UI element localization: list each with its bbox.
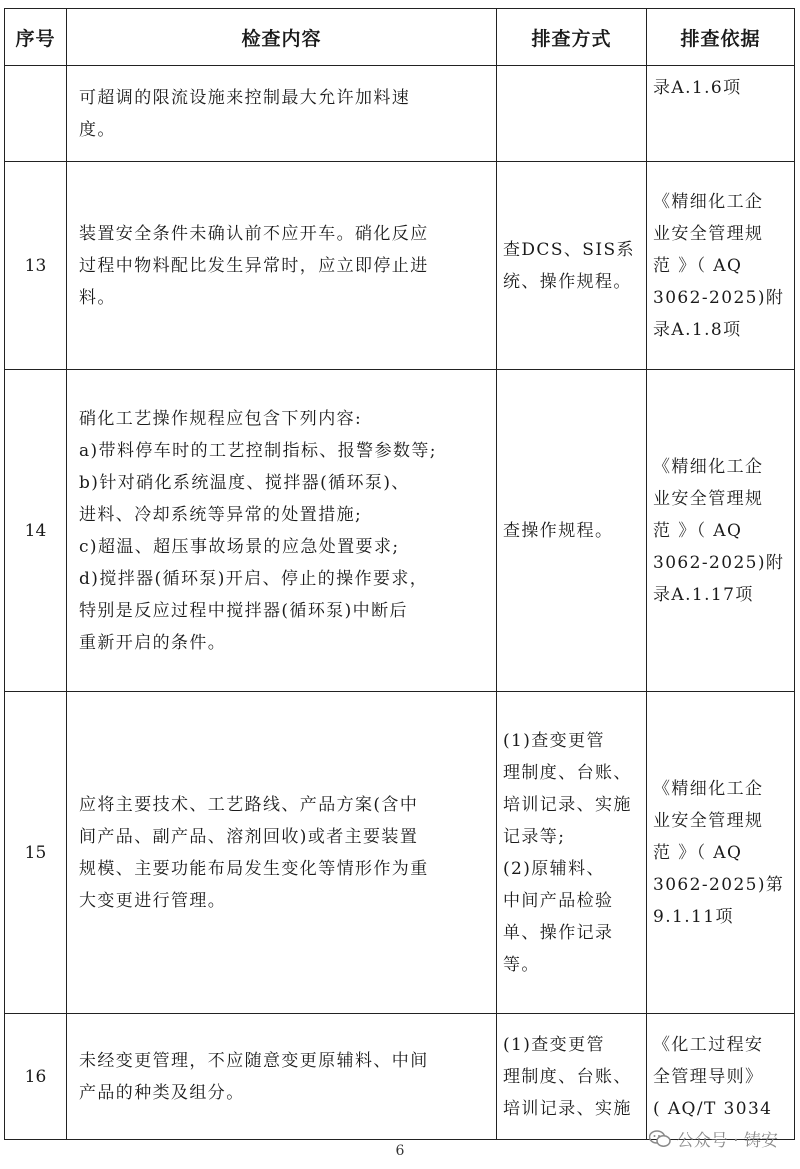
row-basis: 《精细化工企 业安全管理规 范 》（ AQ 3062-2025)附 录A.1.8项 (647, 162, 795, 370)
row-content: 可超调的限流设施来控制最大允许加料速 度。 (67, 66, 497, 162)
header-basis: 排查依据 (647, 9, 795, 66)
row-basis: 《精细化工企 业安全管理规 范 》（ AQ 3062-2025)第 9.1.11项 (647, 692, 795, 1014)
page-number: 6 (395, 1143, 405, 1159)
table-row (5, 66, 795, 162)
row-no: 15 (5, 692, 67, 1014)
row-content: 未经变更管理，不应随意变更原辅料、中间 产品的种类及组分。 (67, 1014, 497, 1140)
header-method: 排查方式 (497, 9, 647, 66)
inspection-table (4, 8, 795, 1140)
row-method: (1)查变更管 理制度、台账、 培训记录、实施 记录等; (2)原辅料、 中间产品检验 单、操作记录 等。 (497, 692, 647, 1014)
row-method: 查操作规程。 (497, 370, 647, 692)
watermark-text: 公众号 · 铸安 (676, 1131, 778, 1151)
row-basis: 《精细化工企 业安全管理规 范 》（ AQ 3062-2025)附 录A.1.17项 (647, 370, 795, 692)
row-method: 查DCS、SIS系 统、操作规程。 (497, 162, 647, 370)
row-basis: 录A.1.6项 (647, 66, 795, 162)
row-method (497, 66, 647, 162)
header-content: 检查内容 (67, 9, 497, 66)
row-no (5, 66, 67, 162)
row-content: 硝化工艺操作规程应包含下列内容: a)带料停车时的工艺控制指标、报警参数等; b)针对硝化系统温度、搅拌器(循环泵)、 进料、冷却系统等异常的处置措施; c)超温、超压事故场景的应急处置要求; d)搅拌器(循环泵)开启、停止的操作要求， 特别是反应过程中搅拌器(循环泵)中断后 重新开启的条件。 (67, 370, 497, 692)
row-no: 16 (5, 1014, 67, 1140)
row-content: 应将主要技术、工艺路线、产品方案(含中 间产品、副产品、溶剂回收)或者主要装置 规模、主要功能布局发生变化等情形作为重 大变更进行管理。 (67, 692, 497, 1014)
table-row (5, 370, 795, 692)
header-no: 序号 (5, 9, 67, 66)
table-row (5, 162, 795, 370)
header-row (5, 9, 795, 66)
table-row (5, 692, 795, 1014)
row-basis: 《化工过程安 全管理导则》 ( AQ/T 3034 (647, 1014, 795, 1140)
row-content: 装置安全条件未确认前不应开车。硝化反应 过程中物料配比发生异常时，应立即停止进 料。 (67, 162, 497, 370)
row-no: 14 (5, 370, 67, 692)
row-method: (1)查变更管 理制度、台账、 培训记录、实施 (497, 1014, 647, 1140)
table-row (5, 1014, 795, 1140)
row-no: 13 (5, 162, 67, 370)
